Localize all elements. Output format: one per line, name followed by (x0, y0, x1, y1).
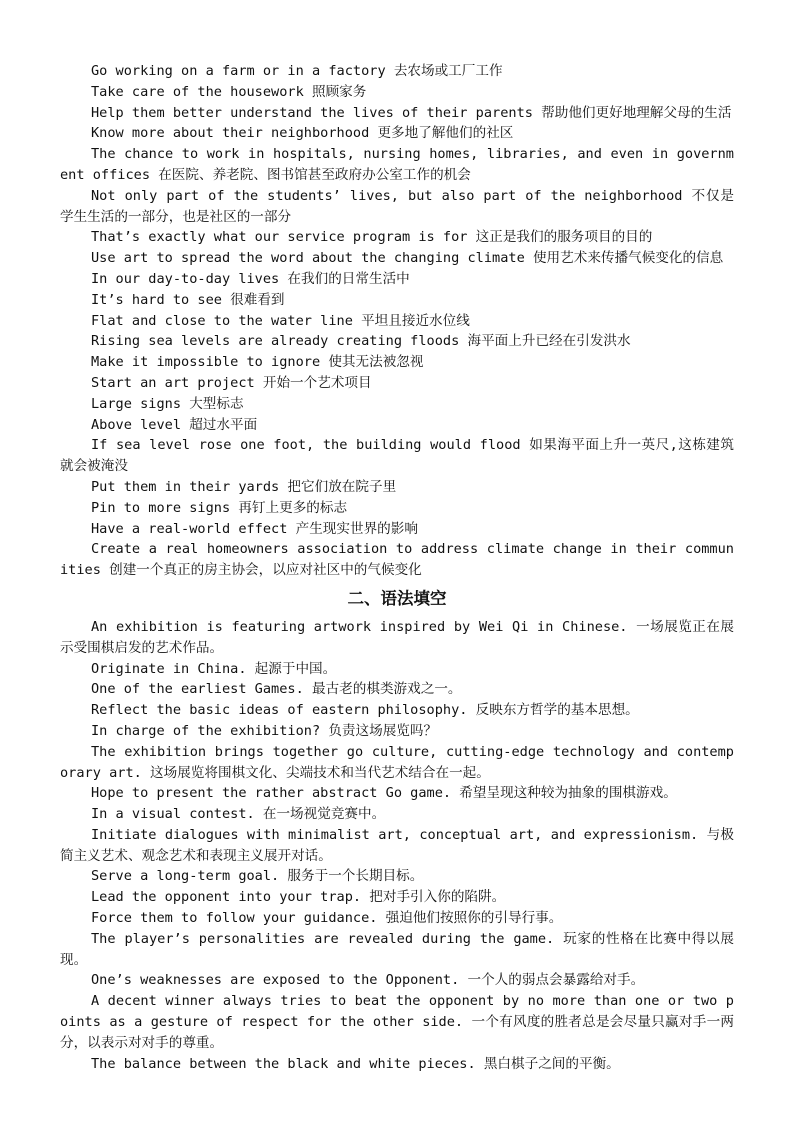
section-heading: 二、语法填空 (347, 588, 447, 608)
vocab-line: Rising sea levels are already creating floods 海平面上升已经在引发洪水 (91, 333, 631, 350)
vocab-line: Know more about their neighborhood 更多地了解他们的社区 (91, 125, 514, 142)
grammar-line: Serve a long-term goal. 服务于一个长期目标。 (91, 868, 424, 885)
vocab-line: If sea level rose one foot, the building would flood 如果海平面上升一英尺,这栋建筑就会被淹没 (60, 437, 734, 475)
document-body (60, 61, 734, 1074)
vocab-line: Flat and close to the water line 平坦且接近水位线 (91, 312, 470, 329)
vocab-line: Go working on a farm or in a factory 去农场或工厂工作 (91, 63, 503, 79)
vocab-line: Create a real homeowners association to address climate change in their communities 创建一个真正的房主协会，以应对社区中的气候变化 (60, 541, 734, 579)
vocab-line: In our day-to-day lives 在我们的日常生活中 (91, 270, 410, 287)
vocab-line: Pin to more signs 再钉上更多的标志 (91, 499, 348, 516)
vocab-line: Not only part of the students’ lives, but also part of the neighborhood 不仅是学生生活的一部分，也是社区的一部分 (60, 187, 734, 225)
vocab-line: That’s exactly what our service program is for 这正是我们的服务项目的目的 (91, 229, 653, 246)
grammar-list (60, 617, 734, 1075)
grammar-line: An exhibition is featuring artwork inspired by Wei Qi in Chinese. 一场展览正在展示受围棋启发的艺术作品。 (60, 618, 734, 656)
grammar-line: Originate in China. 起源于中国。 (91, 660, 337, 677)
grammar-line: A decent winner always tries to beat the opponent by no more than one or two points as a gesture of respect for the other side. 一个有风度的胜者总是会尽量只赢对手一两分，以表示对对手的尊重。 (60, 993, 734, 1051)
grammar-line: Reflect the basic ideas of eastern philosophy. 反映东方哲学的基本思想。 (91, 702, 639, 719)
vocab-line: Make it impossible to ignore 使其无法被忽视 (91, 354, 424, 371)
vocab-line: Start an art project 开始一个艺术项目 (91, 374, 372, 391)
grammar-line: Force them to follow your guidance. 强迫他们按照你的引导行事。 (91, 910, 563, 927)
vocab-line: Large signs 大型标志 (91, 395, 244, 412)
grammar-line: In charge of the exhibition? 负责这场展览吗？ (91, 722, 438, 739)
vocab-line: Have a real-world effect 产生现实世界的影响 (91, 520, 418, 537)
vocab-line: It’s hard to see 很难看到 (91, 291, 285, 308)
grammar-line: In a visual contest. 在一场视觉竞赛中。 (91, 806, 386, 823)
grammar-line: Lead the opponent into your trap. 把对手引入你的陷阱。 (91, 889, 506, 906)
vocab-line: The chance to work in hospitals, nursing homes, libraries, and even in government offices 在医院、养老院、图书馆甚至政府办公室工作的机会 (60, 146, 734, 183)
grammar-line: The balance between the black and white pieces. 黑白棋子之间的平衡。 (91, 1055, 620, 1072)
vocab-list (60, 61, 734, 581)
vocab-line: Use art to spread the word about the changing climate 使用艺术来传播气候变化的信息 (91, 250, 724, 267)
grammar-line: The exhibition brings together go culture, cutting-edge technology and contemporary art. 这场展览将围棋文化、尖端技术和当代艺术结合在一起。 (60, 743, 734, 781)
grammar-line: Hope to present the rather abstract Go game. 希望呈现这种较为抽象的围棋游戏。 (91, 785, 677, 802)
vocab-line: Take care of the housework 照顾家务 (91, 83, 367, 100)
grammar-line: The player’s personalities are revealed during the game. 玩家的性格在比赛中得以展现。 (60, 930, 734, 968)
vocab-line: Put them in their yards 把它们放在院子里 (91, 478, 397, 495)
grammar-line: Initiate dialogues with minimalist art, conceptual art, and expressionism. 与极简主义艺术、观念艺术和表现主义展开对话。 (60, 826, 734, 864)
grammar-line: One’s weaknesses are exposed to the Opponent. 一个人的弱点会暴露给对手。 (91, 972, 645, 989)
vocab-line: Above level 超过水平面 (91, 416, 258, 433)
grammar-line: One of the earliest Games. 最古老的棋类游戏之一。 (91, 681, 462, 698)
vocab-line: Help them better understand the lives of their parents 帮助他们更好地理解父母的生活 (91, 104, 732, 121)
